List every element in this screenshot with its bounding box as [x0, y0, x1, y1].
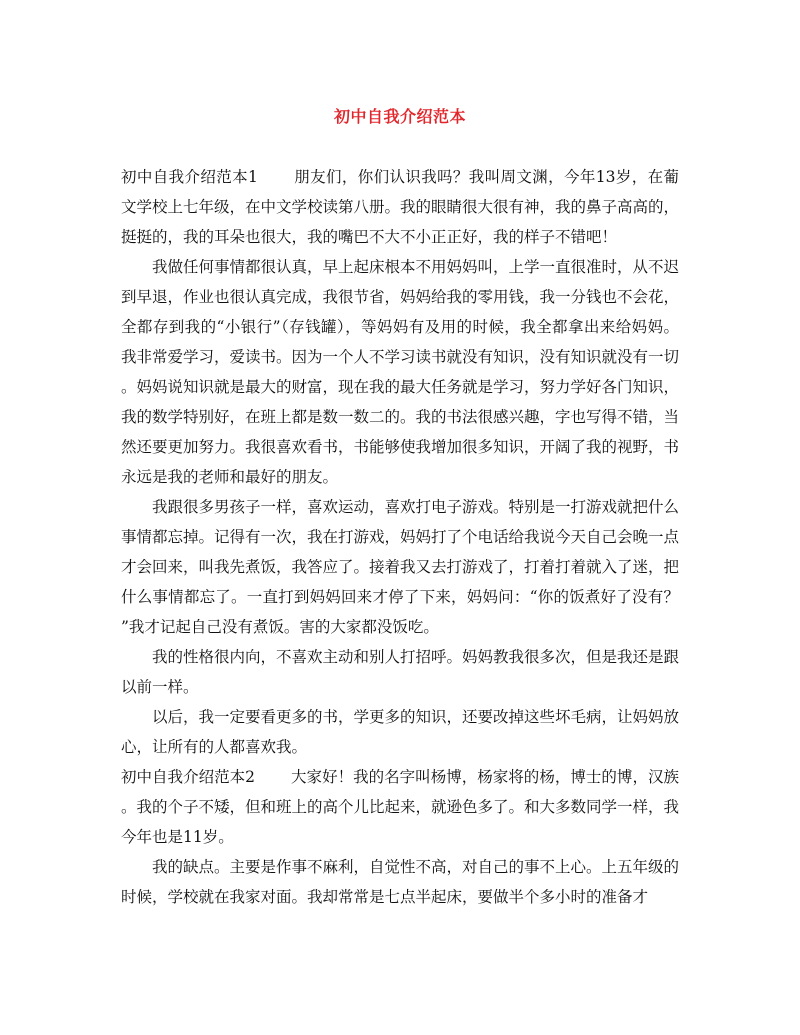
section-2-heading: 初中自我介绍范本2 [121, 768, 256, 786]
section-2-intro [121, 762, 679, 852]
document-body [121, 162, 679, 912]
document-title: 初中自我介绍范本 [333, 107, 466, 126]
paragraph: 以后，我一定要看更多的书，学更多的知识，还要改掉这些坏毛病，让妈妈放心，让所有的人都喜欢我。 [121, 708, 680, 756]
paragraph: 我的缺点。主要是作事不麻利，自觉性不高，对自己的事不上心。上五年级的时候，学校就在我家对面。我却常常是七点半起床，要做半个多小时的准备才 [121, 858, 680, 906]
section-1-lead: 朋友们，你们认识我吗？我叫周文渊，今年13岁，在葡文学校上七年级，在中文学校读第八册。我的眼睛很大很有神，我的鼻子高高的，挺挺的，我的耳朵也很大，我的嘴巴不大不小正正好，我的样子不错吧！ [121, 168, 680, 246]
section-2-lead: 大家好！我的名字叫杨博，杨家将的杨，博士的博，汉族。我的个子不矮，但和班上的高个儿比起来，就逊色多了。和大多数同学一样，我今年也是11岁。 [121, 768, 680, 846]
paragraph: 我做任何事情都很认真，早上起床根本不用妈妈叫，上学一直很准时，从不迟到早退，作业也很认真完成，我很节省，妈妈给我的零用钱，我一分钱也不会花，全都存到我的“小银行”（存钱罐），等妈妈有及用的时候，我全都拿出来给妈妈。我非常爱学习，爱读书。因为一个人不学习读书就没有知识，没有知识就没有一切。妈妈说知识就是最大的财富，现在我的最大任务就是学习，努力学好各门知识，我的数学特别好，在班上都是数一数二的。我的书法很感兴趣，字也写得不错，当然还要更加努力。我很喜欢看书，书能够使我增加很多知识，开阔了我的视野，书永远是我的老师和最好的朋友。 [121, 258, 680, 486]
paragraph: 我跟很多男孩子一样，喜欢运动，喜欢打电子游戏。特别是一打游戏就把什么事情都忘掉。记得有一次，我在打游戏，妈妈打了个电话给我说今天自己会晚一点才会回来，叫我先煮饭，我答应了。接着我又去打游戏了，打着打着就入了迷，把什么事情都忘了。一直打到妈妈回来才停了下来，妈妈问：“你的饭煮好了没有？”我才记起自己没有煮饭。害的大家都没饭吃。 [121, 498, 680, 636]
section-1-intro [121, 162, 679, 252]
paragraph: 我的性格很内向，不喜欢主动和别人打招呼。妈妈教我很多次，但是我还是跟以前一样。 [121, 648, 680, 696]
section-1-heading: 初中自我介绍范本1 [121, 168, 258, 186]
